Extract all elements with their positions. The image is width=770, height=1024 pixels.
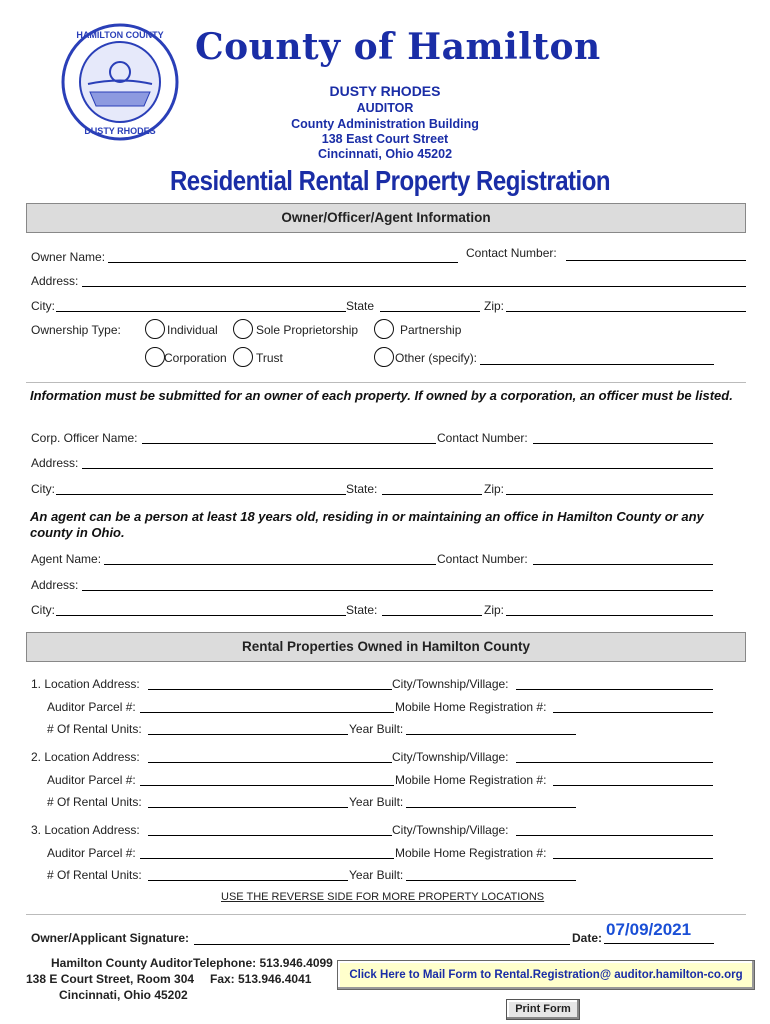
corp-city-label: City: (31, 482, 55, 496)
corp-state-label: State: (346, 482, 378, 496)
corp-officer-label: Corp. Officer Name: (31, 431, 138, 445)
corp-address-field[interactable] (82, 468, 713, 469)
property-1-year-label: Year Built: (349, 722, 404, 736)
auditor-building: County Administration Building (291, 117, 479, 131)
form-title: Residential Rental Property Registration (169, 165, 611, 197)
agent-contact-label: Contact Number: (437, 552, 528, 566)
ownership-type-label: Ownership Type: (31, 323, 121, 337)
section-divider (26, 382, 746, 383)
corporation-radio[interactable] (145, 347, 165, 367)
county-title: County of Hamilton (195, 26, 601, 68)
owner-city-field[interactable] (56, 311, 346, 312)
property-2-year-label: Year Built: (349, 795, 404, 809)
property-1-location-field[interactable] (148, 689, 392, 690)
property-3-mobile-field[interactable] (553, 858, 713, 859)
footer-office-city: Cincinnati, Ohio 45202 (59, 988, 188, 1002)
agent-name-label: Agent Name: (31, 552, 102, 566)
partnership-label: Partnership (400, 323, 462, 337)
corp-state-field[interactable] (382, 494, 482, 495)
property-2-units-field[interactable] (148, 807, 348, 808)
agent-name-field[interactable] (104, 564, 436, 565)
agent-state-label: State: (346, 603, 378, 617)
owner-contact-label: Contact Number: (466, 246, 557, 260)
corp-zip-field[interactable] (506, 494, 713, 495)
footer-office-name: Hamilton County Auditor (51, 956, 193, 970)
svg-text:HAMILTON COUNTY: HAMILTON COUNTY (76, 30, 164, 40)
property-3-parcel-field[interactable] (140, 858, 394, 859)
property-2-year-field[interactable] (406, 807, 576, 808)
property-1-year-field[interactable] (406, 734, 576, 735)
individual-radio[interactable] (145, 319, 165, 339)
date-underline (604, 943, 714, 944)
property-2-parcel-field[interactable] (140, 785, 394, 786)
trust-radio[interactable] (233, 347, 253, 367)
property-2-city-field[interactable] (516, 762, 713, 763)
property-2-parcel-label: Auditor Parcel #: (47, 773, 136, 787)
owner-zip-field[interactable] (506, 311, 746, 312)
property-1-mobile-label: Mobile Home Registration #: (395, 700, 547, 714)
corp-address-label: Address: (31, 456, 79, 470)
owner-state-label: State (346, 299, 375, 313)
print-form-button[interactable]: Print Form (506, 999, 580, 1020)
auditor-street: 138 East Court Street (321, 132, 449, 146)
other-label: Other (specify): (395, 351, 478, 365)
footer-fax: Fax: 513.946.4041 (210, 972, 312, 986)
sole-proprietorship-radio[interactable] (233, 319, 253, 339)
corp-officer-field[interactable] (142, 443, 436, 444)
agent-contact-field[interactable] (533, 564, 713, 565)
trust-label: Trust (256, 351, 283, 365)
signature-label: Owner/Applicant Signature: (31, 931, 190, 945)
property-3-city-label: City/Township/Village: (392, 823, 509, 837)
property-1-units-field[interactable] (148, 734, 348, 735)
signature-field[interactable] (194, 944, 570, 945)
property-2-location-label: 2. Location Address: (31, 750, 140, 764)
corp-contact-field[interactable] (533, 443, 713, 444)
corporation-label: Corporation (164, 351, 227, 365)
property-3-city-field[interactable] (516, 835, 713, 836)
signature-divider (26, 914, 746, 915)
sole-proprietorship-label: Sole Proprietorship (256, 323, 359, 337)
seal-icon (60, 22, 180, 142)
auditor-name: DUSTY RHODES (329, 83, 441, 99)
property-2-location-field[interactable] (148, 762, 392, 763)
agent-city-label: City: (31, 603, 55, 617)
property-3-units-label: # Of Rental Units: (47, 868, 142, 882)
individual-label: Individual (167, 323, 218, 337)
owner-name-label: Owner Name: (31, 250, 106, 264)
agent-city-field[interactable] (56, 615, 346, 616)
footer-office-street: 138 E Court Street, Room 304 (26, 972, 195, 986)
property-2-units-label: # Of Rental Units: (47, 795, 142, 809)
date-label: Date: (572, 931, 603, 945)
property-1-parcel-label: Auditor Parcel #: (47, 700, 136, 714)
agent-address-label: Address: (31, 578, 79, 592)
corp-note: Information must be submitted for an owner of each property. If owned by a corporation, an officer must be listed. (30, 388, 733, 403)
date-field[interactable]: 07/09/2021 (606, 920, 692, 939)
owner-address-field[interactable] (82, 286, 746, 287)
agent-address-field[interactable] (82, 590, 713, 591)
property-3-parcel-label: Auditor Parcel #: (47, 846, 136, 860)
property-2-city-label: City/Township/Village: (392, 750, 509, 764)
owner-zip-label: Zip: (484, 299, 505, 313)
property-1-city-field[interactable] (516, 689, 713, 690)
county-seal (60, 22, 180, 142)
corp-city-field[interactable] (56, 494, 346, 495)
owner-name-field[interactable] (108, 262, 458, 263)
owner-city-label: City: (31, 299, 55, 313)
corp-contact-label: Contact Number: (437, 431, 528, 445)
property-2-mobile-field[interactable] (553, 785, 713, 786)
property-2-mobile-label: Mobile Home Registration #: (395, 773, 547, 787)
agent-zip-label: Zip: (484, 603, 505, 617)
agent-note: An agent can be a person at least 18 years old, residing in or maintaining an office in Hamilton County or any county in Ohio. (30, 509, 704, 540)
property-3-year-field[interactable] (406, 880, 576, 881)
reverse-side-note: USE THE REVERSE SIDE FOR MORE PROPERTY LOCATIONS (221, 891, 545, 903)
partnership-radio[interactable] (374, 319, 394, 339)
properties-section-header: Rental Properties Owned in Hamilton County (26, 632, 746, 662)
agent-zip-field[interactable] (506, 615, 713, 616)
property-3-mobile-label: Mobile Home Registration #: (395, 846, 547, 860)
auditor-city: Cincinnati, Ohio 45202 (317, 147, 453, 161)
owner-state-field[interactable] (380, 311, 480, 312)
auditor-title: AUDITOR (356, 101, 414, 115)
property-3-location-field[interactable] (148, 835, 392, 836)
svg-text:DUSTY RHODES: DUSTY RHODES (84, 126, 156, 136)
footer-telephone: Telephone: 513.946.4099 (193, 956, 333, 970)
other-radio[interactable] (374, 347, 394, 367)
property-3-year-label: Year Built: (349, 868, 404, 882)
owner-section-header: Owner/Officer/Agent Information (26, 203, 746, 233)
property-1-location-label: 1. Location Address: (31, 677, 140, 691)
other-specify-field[interactable] (480, 364, 714, 365)
owner-address-label: Address: (31, 274, 79, 288)
property-3-location-label: 3. Location Address: (31, 823, 140, 837)
mail-form-button[interactable]: Click Here to Mail Form to Rental.Registration@ auditor.hamilton-co.org (337, 960, 755, 990)
property-1-mobile-field[interactable] (553, 712, 713, 713)
property-1-units-label: # Of Rental Units: (47, 722, 142, 736)
property-3-units-field[interactable] (148, 880, 348, 881)
property-1-city-label: City/Township/Village: (392, 677, 509, 691)
agent-state-field[interactable] (382, 615, 482, 616)
property-1-parcel-field[interactable] (140, 712, 394, 713)
owner-contact-field[interactable] (566, 260, 746, 261)
corp-zip-label: Zip: (484, 482, 505, 496)
